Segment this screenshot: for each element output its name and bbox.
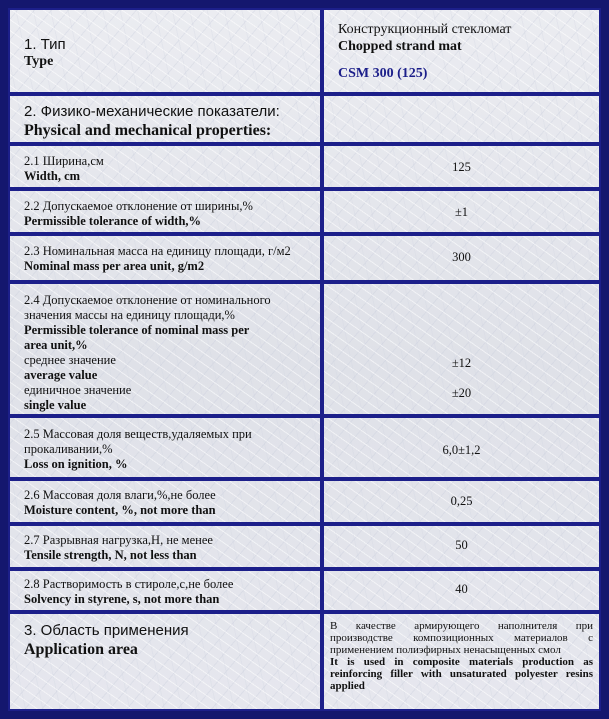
width-tolerance-label-en: Permissible tolerance of width,%	[24, 214, 202, 228]
application-text-cell	[322, 612, 601, 711]
tensile-value-cell	[322, 524, 601, 569]
properties-header-empty-cell	[322, 94, 601, 144]
type-value-en: Chopped strand mat	[338, 39, 462, 54]
properties-header-cell	[8, 94, 322, 144]
single-label-ru: единичное значение	[24, 383, 132, 397]
application-text-en: It is used in composite materials production as reinforcing filler with unsaturated polyester resins applied	[330, 656, 593, 692]
single-value: ±20	[451, 386, 472, 400]
nominal-mass-label-en: Nominal mass per area unit, g/m2	[24, 259, 205, 273]
solvency-label-cell	[8, 569, 322, 612]
width-tolerance-label-ru: 2.2 Допускаемое отклонение от ширины,%	[24, 199, 253, 213]
tensile-label-ru: 2.7 Разрывная нагрузка,Н, не менее	[24, 533, 213, 547]
width-label-en: Width, cm	[24, 169, 81, 183]
width-tolerance-row	[8, 189, 601, 234]
tensile-row	[8, 524, 601, 569]
width-label-ru: 2.1 Ширина,см	[24, 154, 104, 168]
loss-ru-line2: прокаливании,%	[24, 442, 113, 456]
application-label-ru: 3. Область применения	[24, 622, 189, 639]
average-label-ru: среднее значение	[24, 353, 116, 367]
tensile-label-cell	[8, 524, 322, 569]
type-label-ru: 1. Тип	[24, 36, 66, 53]
loss-on-ignition-row	[8, 416, 601, 479]
width-tolerance-label-cell	[8, 189, 322, 234]
application-text-ru: В качестве армирующего наполнителя при производстве композиционных материалов с применением полиэфирных ненасыщенных смол	[330, 620, 593, 656]
nominal-mass-label-ru: 2.3 Номинальная масса на единицу площади, г/м2	[24, 244, 291, 258]
mass-tolerance-en-line1: Permissible tolerance of nominal mass per	[24, 323, 250, 337]
spec-sheet	[8, 8, 601, 711]
type-label-en: Type	[24, 54, 54, 69]
width-tolerance-value-cell	[322, 189, 601, 234]
type-row	[8, 8, 601, 94]
moisture-row	[8, 479, 601, 524]
application-label-cell	[8, 612, 322, 711]
solvency-value: 40	[455, 582, 468, 596]
mass-tolerance-ru-line2: значения массы на единицу площади,%	[24, 308, 235, 322]
mass-tolerance-en-line2: area unit,%	[24, 338, 88, 352]
mass-tolerance-value-cell	[322, 282, 601, 416]
application-label-en: Application area	[24, 641, 138, 658]
solvency-row	[8, 569, 601, 612]
nominal-mass-value-cell	[322, 234, 601, 282]
moisture-label-en: Moisture content, %, not more than	[24, 503, 216, 517]
type-value-code: CSM 300 (125)	[338, 66, 428, 81]
single-label-en: single value	[24, 398, 87, 412]
loss-label-en: Loss on ignition, %	[24, 457, 128, 471]
type-label-cell	[8, 8, 322, 94]
width-value-cell	[322, 144, 601, 189]
type-value-ru: Конструкционный стекломат	[338, 22, 512, 37]
loss-ru-line1: 2.5 Массовая доля веществ,удаляемых при	[24, 427, 252, 441]
type-value-cell	[322, 8, 601, 94]
nominal-mass-row	[8, 234, 601, 282]
loss-value-cell	[322, 416, 601, 479]
average-value: ±12	[451, 356, 472, 370]
tensile-label-en: Tensile strength, N, not less than	[24, 548, 197, 562]
moisture-value-cell	[322, 479, 601, 524]
width-row	[8, 144, 601, 189]
application-row	[8, 612, 601, 711]
tensile-value: 50	[455, 538, 468, 552]
solvency-label-ru: 2.8 Растворимость в стироле,с,не более	[24, 577, 234, 591]
nominal-mass-label-cell	[8, 234, 322, 282]
solvency-value-cell	[322, 569, 601, 612]
mass-tolerance-ru-line1: 2.4 Допускаемое отклонение от номинального	[24, 293, 271, 307]
properties-header-row	[8, 94, 601, 144]
width-label-cell	[8, 144, 322, 189]
mass-tolerance-row	[8, 282, 601, 416]
properties-header-en: Physical and mechanical properties:	[24, 122, 272, 139]
moisture-value: 0,25	[450, 494, 473, 508]
width-tolerance-value: ±1	[454, 205, 469, 219]
loss-label-cell	[8, 416, 322, 479]
loss-value: 6,0±1,2	[442, 443, 481, 457]
properties-header-ru: 2. Физико-механические показатели:	[24, 103, 280, 120]
mass-tolerance-label-cell	[8, 282, 322, 416]
average-label-en: average value	[24, 368, 98, 382]
moisture-label-ru: 2.6 Массовая доля влаги,%,не более	[24, 488, 216, 502]
moisture-label-cell	[8, 479, 322, 524]
solvency-label-en: Solvency in styrene, s, not more than	[24, 592, 220, 606]
width-value: 125	[452, 160, 471, 174]
nominal-mass-value: 300	[452, 250, 471, 264]
